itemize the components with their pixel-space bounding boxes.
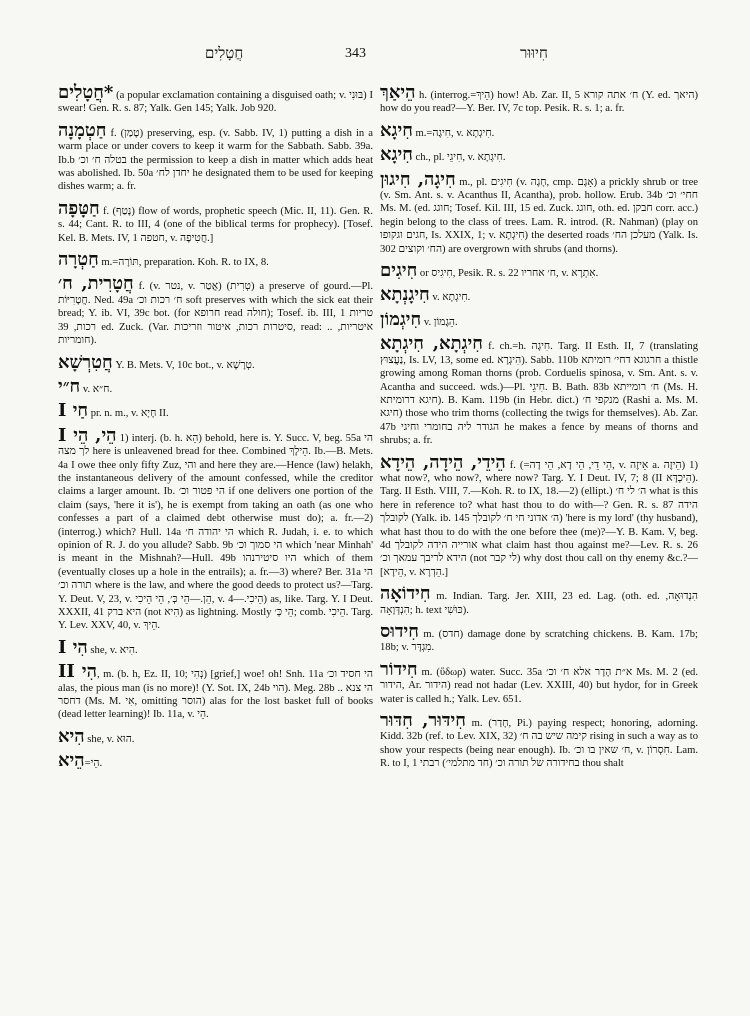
entry-headword: חַטָּפָה <box>58 197 100 219</box>
dictionary-entry <box>380 119 698 141</box>
entry-text: m.=חִיגָה, v. חִיגְתָא. <box>412 127 495 139</box>
entry-headword: חִיגָנְתָא <box>380 284 430 306</box>
entry-text: she, v. הִיא. <box>87 644 138 656</box>
entry-headword: חִיגָא <box>380 119 413 141</box>
entry-text: v. ח״א. <box>80 383 113 395</box>
dictionary-entry <box>380 286 698 304</box>
dictionary-entry <box>380 168 698 256</box>
dictionary-entry <box>380 335 698 447</box>
page-number: 343 <box>345 46 366 61</box>
dictionary-entry <box>380 585 698 617</box>
dictionary-entry <box>380 146 698 164</box>
dictionary-entry <box>58 636 373 658</box>
entry-text: f. (v. נטר, v. אֲטַר) (טְרִית) a preserve of gourd.—Pl. חֲטָרִיּוֹת. Ned. 49a ח׳ רכות וכ׳ soft preserves with which the sick eat their bread; Y. ib. VI, 39c bot. (for חרופא read חולה); Tosef. ib. III, 1 טריות רכות, 39 ed. Zuck. (Var. סיטרות רכות, איטור וזריכות, read: .. איטריות, חומריות). <box>58 281 374 347</box>
entry-headword: חִיגָא <box>380 144 413 166</box>
dictionary-entry <box>58 197 373 245</box>
dictionary-entry <box>58 375 373 397</box>
entry-headword: חַטְמָנָה <box>58 119 107 141</box>
dictionary-entry <box>58 663 373 722</box>
dictionary-entry <box>380 712 698 771</box>
entry-text: pr. n. m., v. חָיָא II. <box>88 408 169 420</box>
dictionary-entry <box>58 251 373 269</box>
entry-headword: הִי I <box>58 636 88 658</box>
entry-text: f. (טָמַן) preserving, esp. (v. Sabb. IV, 1) putting a dish in a warm place or under covers to keep it warm for the Sabbath. Sabb. 39a. Ib.b בטלה ח׳ וכ׳ the permission to keep a dish in matter which adds heat was abolished. Ib. 50a יחדן לח׳ he designated them to be used for keeping dishes warm; a. fr. <box>58 127 374 193</box>
left-column <box>58 84 373 777</box>
right-column <box>380 84 698 777</box>
entry-text: m. (חדס) damage done by scratching chickens. B. Kam. 17b; 18b; v. מִגְדָּר. <box>380 629 698 654</box>
dictionary-entry <box>380 623 698 655</box>
running-head-left: חֲטָלִים <box>205 46 244 62</box>
entry-text: m. (חָדַר, Pi.) paying respect; honoring, adorning. Kidd. 32b (ref. to Lev. XIX, 32) קימה שיש בה ח׳ rising in such a way as to show your respects (being near enough). Ib. ח׳ שאין בו וכ׳, v. חִסְרוֹן. Lam. R. to I, 1 בחידורה של תורה וכ׳ (חד מתלמי׳) רבתי thou shalt <box>380 718 699 770</box>
dictionary-entry <box>380 451 699 580</box>
entry-headword: הֵיאַךְ <box>380 82 416 103</box>
entry-headword: הִיא <box>58 725 85 747</box>
dictionary-entry <box>58 275 373 347</box>
entry-text: ch., pl. חִיגֵי, v. חִיגְתָא. <box>412 152 506 164</box>
entry-headword: חִיגְתָא, חִיגְתָא <box>380 333 483 355</box>
dictionary-entry <box>58 402 373 420</box>
entry-text: she, v. הוּא. <box>84 733 135 745</box>
entry-text: h. (interrog.=הֵיךְ) how! Ab. Zar. II, 5 ח׳ אתה קורא (Y. ed. היאך) how do you read?—Y. Ber. IV, 7c top. Pesik. R. s. 1; a. fr. <box>380 90 698 115</box>
entry-text: m., pl. חִיגִים (v. חָגָה, cmp. אָגָם) a prickly shrub or tree (v. Sm. Ant. s. v. Acanthus II, Acantha), prob. hollow. Erub. 34b חחי׳ וכ׳ Ms. M. (ed. חוגג; Tosef. Kil. III, 15 ed. Zuck. חוגג, oth. ed. חבקן corr. acc.) hegin belong to the class of trees. Lam. R. introd. (R. Nahman) (play on חגים וגקופו, Is. XXIX, 1; v. חִיגְתָא) the deserted roads מעלכן הח׳ (Yalk. Is. 302 הח׳ וקוצים) are overgrown with shrubs (and thorns). <box>380 176 698 255</box>
dictionary-entry <box>58 752 373 770</box>
entry-headword: הֵידֵי, הֵידָה, הֵידָא <box>380 451 506 473</box>
dictionary-entry <box>380 658 699 706</box>
entry-text: f. (=הֵי דֵי, הֵי דָא, הֵי דָה, v. אֵיזֶה a. הֵיזֶה) 1) what now?, who now?, where now? Targ. Y. I Deut. IV, 7; 8 (II הֵיכְדָּא). Targ. II Esth. VIII, 7.—Koh. R. to IX, 18.—2) (ellipt.) ה׳ לי ח׳ what is this here in reference to? what hast thou to do with—? Gen. R. s. 87 הידה לקובלך (Yalk. ib. 145 ה׳ אדוני חי ח׳ לקובלך) 'here is my lord' (thy husband), what hast thou to do with the one before thee (me)?—Y. B. Kam. V, beg. 4d אורייה הידה לקובלך what claim hast thou against me?—Lev. R. s. 26 הידא לריבך עמאך וכ׳ (not לי קבר) why dost thou call on thy enemy &c.?—[הֵידָא, v. הֵדְרָא.] <box>380 459 699 578</box>
entry-headword: חִיגִים <box>380 260 418 282</box>
entry-headword: הֵי, הֵי I <box>58 424 117 446</box>
entry-headword: חִידוֹר <box>380 658 418 680</box>
entry-text: m.=תּוֹרָה, preparation. Koh. R. to IX, 8. <box>98 257 269 269</box>
entry-headword: *חֲטָלִים <box>58 82 114 103</box>
dictionary-entry <box>380 308 698 330</box>
entry-text: m. (ὕδωρ) water. Succ. 35a א״ת הָדָר אלא ח׳ וכ׳ Ms. M. 2 (ed. הידור, Ar. הידור) read not hadar (Lev. XXIII, 40) but hydor, for in Greek water is called h.; Yalk. Lev. 651. <box>380 666 699 705</box>
entry-text: (a popular exclamation containing a disguised oath; v. בּוּנִי) I swear! Gen. R. s. 87; Yalk. Gen 145; Yalk. Job 920. <box>58 90 373 115</box>
entry-headword: חִידוֹאָה <box>380 583 431 605</box>
entry-headword: חַי I <box>58 400 89 422</box>
dictionary-entry <box>58 84 373 116</box>
entry-text: m. Indian. Targ. Jer. XIII, 23 ed. Lag. (oth. ed. הִנְדוּאָה, הִנְדְּוָאָה; h. text כּוּשִׁי). <box>380 591 698 616</box>
dictionary-entry <box>58 725 373 747</box>
entry-headword: חִידוּס <box>380 621 419 642</box>
entry-headword: הֵיא <box>58 750 85 772</box>
entry-text: f. (נָטַף) flow of words, prophetic speech (Mic. II, 11). Gen. R. s. 44; Cant. R. to III, 4 (one of the biblical terms for prophecy). [Tosef. Kel. B. Mets. IV, 1 חטפה, v. חֲטִיפָה.] <box>58 205 373 244</box>
entry-headword: חַטְרָה <box>58 249 99 271</box>
entry-headword: הִי II <box>58 661 97 683</box>
dictionary-entry <box>380 84 698 116</box>
entry-headword: חִיגְמוֹן <box>380 308 422 330</box>
entry-headword: חֲטָרִית, ח׳ <box>58 273 134 295</box>
entry-text: v. הֵגֶמוֹן. <box>421 316 458 328</box>
entry-headword: חִיגָה, חִיגוּן <box>380 168 456 190</box>
entry-text: Y. B. Mets. V, 10c bot., v. טְרָשָׁא. <box>112 359 255 371</box>
entry-headword: חֲטִרְשָׁא <box>58 351 113 373</box>
running-head-right: חִיוּוּר <box>520 46 548 62</box>
entry-text: 1) interj. (b. h. הֵא) behold, here is. Y. Succ. V, beg. 55a הי לך מצה here is unleavened bread for thee. Combined הֵילָךְ. Ib.—B. Mets. 4a I owe thee only fifty Zuz, והי and here they are.—Hence (law) helakh, the instantaneous delivery of the amount confessed, while the creditor claims a larger amount. Ib. הי פטור וכ׳ if one delivers one portion of the claim (says, 'here it is'), he is exempt from taking an oath (as one who confesses a part of a claimed debt otherwise must do); a. fr.—2) (interrog.) which? Hull. 14a הי יהודה ח׳ which R. Judah, i. e. to which opinion of R. J. do you allude? Sabb. 9b הי סמוך וכ׳ which 'near Minhah' is meant in the Mishnah?—Hull. 49b היו סיטירנהו which of them (eventually closes up a hole in the entrails); a. fr.—3) where? Ber. 31a הי תורה וכ׳ where is the law, and where the good deeds to protect us?—Targ. Y. Deut. V, 23, v. הֵן.—הֵי כְּ׳, הֵי הֵיכִי, v. הֵיכִי.—4) as, like. Targ. Y. I Deut. XXXII, 41 היא ברק (not הִיא) as lightning. Mostly הֵי כְּ׳; comb. הֵיכִי. Targ. Y. Lev. XXV, 40, v. הֵיךְ. <box>58 432 374 632</box>
dictionary-entry <box>380 262 698 280</box>
entry-text: v. חִיגְתָא. <box>429 292 471 304</box>
dictionary-entry <box>58 119 374 194</box>
dictionary-entry <box>58 424 374 633</box>
entry-text: f. ch.=h. חִיגָה. Targ. II Esth. II, 7 (translating נַעֲצוּץ, Is. LV, 13, some ed. הִיגְרָא). Sabb. 110b חרגוגא דחי׳ רומיתא a thistle growing among Roman thorns (prob. Corduelis spinosa, v. Sm. Ant. s. v. Acantha and succeed. wds.)—Pl. חִיגֵי. B. Bath. 83b ח׳ רומייתא (Ms. H. חיגא דרומיתא). B. Kam. 119b (in Hebr. dict.) מנקפי ח׳ (Rashi a. Ms. M. חיגא) those who trim thorns (collecting the twigs for themselves). Ab. Zar. 47b הגודר ליה בחומרי וחיגי he makes a fence by means of thorns and shrubs; a. fr. <box>380 341 698 447</box>
entry-text: or חִיגִיס, Pesik. R. s. 22 ח׳ אחריו, v. אִתְרָא. <box>417 268 599 280</box>
entry-headword: חִידּוּר, חִדּוּר <box>380 710 466 732</box>
entry-headword: ח״י <box>58 375 81 397</box>
dictionary-entry <box>58 351 373 373</box>
entry-text: , m. (b. h, Ez. II, 10; נְהִי) [grief,] woe! oh! Snh. 11a הי חסיד וכ׳ alas, the pious man (is no more)! (Y. Sot. IX, 24b הוי). Meg. 28b הי צנא .. דחסר (Ms. M. אִי, omitting הוסר) alas for the lost basket full of books (dead letter learning)! Ib. 11a, v. הֵי. <box>58 669 374 721</box>
entry-text: =הֵי. <box>84 758 103 770</box>
